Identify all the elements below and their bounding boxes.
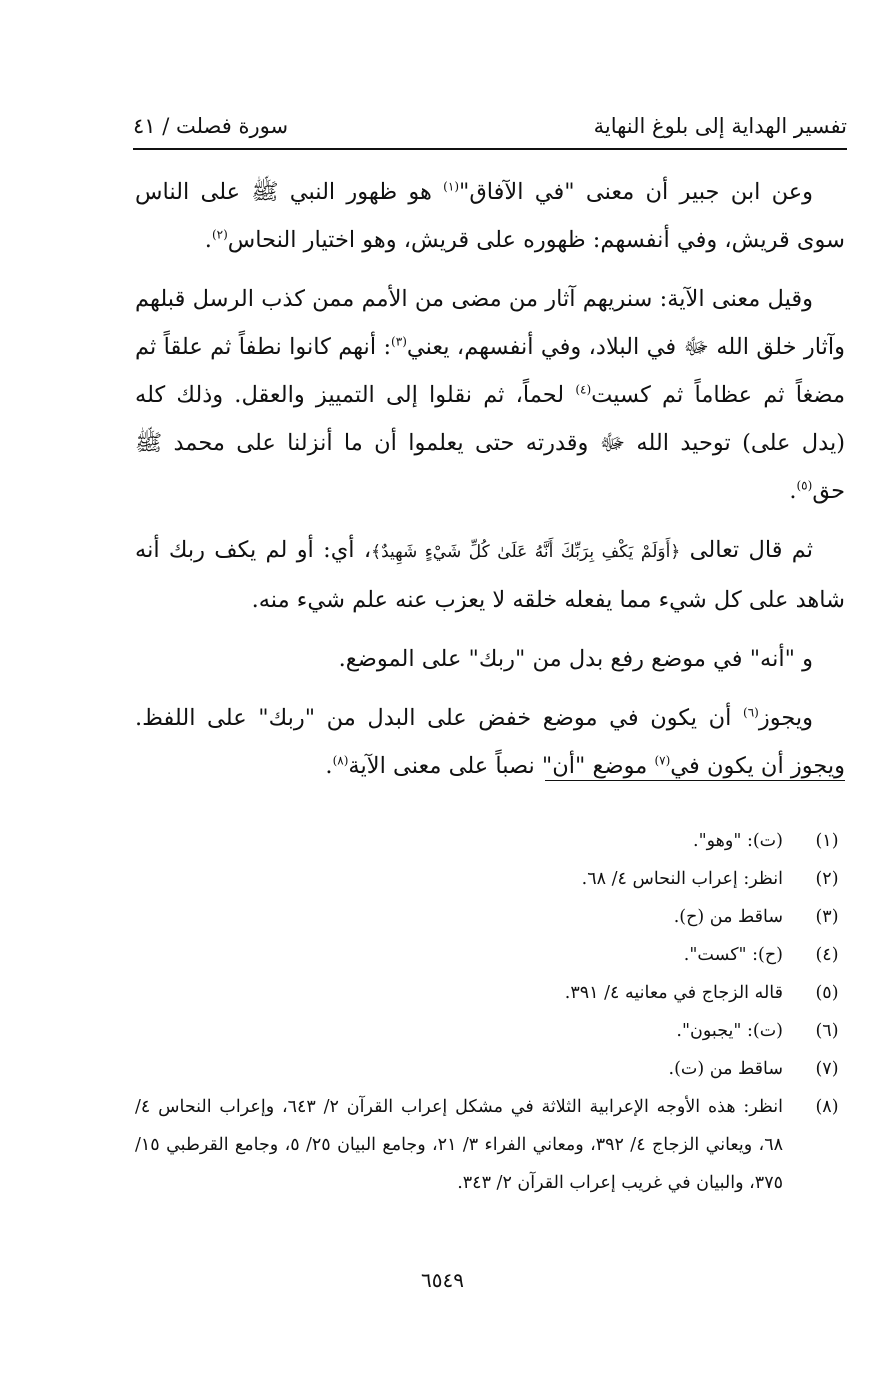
footnote-7 xyxy=(135,1050,847,1088)
footnote-number: (٧) xyxy=(815,1059,839,1079)
footnote-text: انظر: هذه الأوجه الإعرابية الثلاثة في مشكل إعراب القرآن ٢/ ٦٤٣، وإعراب النحاس ٤/ ٦٨، ويعاني الزجاج ٤/ ٣٩٢، ومعاني الفراء ٣/ ٢١، وجامع البيان ٢٥/ ٥، وجامع القرطبي ١٥/ ٣٧٥، والبيان في غريب إعراب القرآن ٢/ ٣٤٣. xyxy=(135,1097,783,1193)
paragraph-1 xyxy=(135,168,845,264)
footnote-ref-3: (٣) xyxy=(391,334,407,349)
text-run: . xyxy=(204,227,212,253)
footnote-number: (٥) xyxy=(815,983,839,1003)
quran-verse: ﴿أَوَلَمْ يَكْفِ بِرَبِّكَ أَنَّهُ عَلَىٰ كُلِّ شَيْءٍ شَهِيدٌ﴾ xyxy=(371,542,681,562)
footnote-text: انظر: إعراب النحاس ٤/ ٦٨. xyxy=(581,869,783,889)
footnote-6 xyxy=(135,1012,847,1050)
footnote-text: (ح): "كست". xyxy=(683,945,783,965)
footnote-text: ساقط من (ح). xyxy=(673,907,783,927)
paragraph-3 xyxy=(135,526,845,624)
text-run: موضع "أن" نصباً على معنى الآية xyxy=(348,753,655,779)
footnote-ref-6: (٦) xyxy=(743,705,759,720)
footnote-number: (٦) xyxy=(815,1021,839,1041)
text-run: ، أي: أو لم يكف ربك أنه شاهد على كل شيء مما يفعله خلقه لا يعزب عنه علم شيء منه. xyxy=(135,537,845,613)
footnote-text: قاله الزجاج في معانيه ٤/ ٣٩١. xyxy=(564,983,783,1003)
footnote-text: (ت): "وهو". xyxy=(693,831,783,851)
running-header xyxy=(133,110,847,150)
text-run: . xyxy=(325,753,333,779)
text-run: وقيل معنى الآية: سنريهم آثار من مضى من الأمم ممن كذب الرسل قبلهم وآثار خلق الله ﷻ في البلاد، وفي أنفسهم، يعني xyxy=(135,286,845,360)
footnote-ref-7: (٧) xyxy=(654,753,671,768)
text-run: لحماً، ثم نقلوا إلى التمييز والعقل. وذلك كله (يدل على) توحيد الله ﷻ وقدرته حتى يعلموا أن ما أنزلنا على محمد ﷺ حق xyxy=(135,382,845,504)
paragraph-5 xyxy=(135,694,845,790)
footnote-5 xyxy=(135,974,847,1012)
book-title: تفسير الهداية إلى بلوغ النهاية xyxy=(593,114,847,138)
text-run: و "أنه" في موضع رفع بدل من "ربك" على الموضع. xyxy=(338,646,813,672)
surah-label: سورة فصلت / ٤١ xyxy=(133,114,289,138)
text-run: : أنهم كانوا نطفاً ثم علقاً ثم مضغاً ثم عظاماً ثم كسيت xyxy=(135,334,846,408)
header-divider xyxy=(133,148,847,150)
footnote-number: (٤) xyxy=(815,945,839,965)
footnote-ref-5: (٥) xyxy=(796,478,813,493)
footnote-divider xyxy=(545,780,845,781)
paragraph-4 xyxy=(135,635,845,683)
text-run: ثم قال تعالى xyxy=(680,537,813,563)
footnote-3 xyxy=(135,898,847,936)
text-run: ويجوز xyxy=(758,705,813,731)
paragraph-2 xyxy=(135,275,845,515)
footnote-number: (١) xyxy=(815,831,839,851)
footnote-text: (ت): "يجبون". xyxy=(676,1021,783,1041)
footnote-4 xyxy=(135,936,847,974)
footnote-8 xyxy=(135,1088,847,1202)
footnote-1 xyxy=(135,822,847,860)
footnote-number: (٢) xyxy=(815,869,839,889)
text-run: وعن ابن جبير أن معنى "في الآفاق" xyxy=(459,179,813,205)
main-text xyxy=(135,168,845,801)
text-run: أن يكون في موضع خفض على البدل من "ربك" على اللفظ. ويجوز أن يكون في xyxy=(135,705,845,779)
footnote-ref-4: (٤) xyxy=(575,382,592,397)
footnote-number: (٣) xyxy=(815,907,839,927)
page-number: ٦٥٤٩ xyxy=(421,1268,464,1292)
footnote-ref-1: (١) xyxy=(443,179,459,194)
text-run: هو ظهور النبي ﷺ على الناس سوى قريش، وفي أنفسهم: ظهوره على قريش، وهو اختيار النحاس xyxy=(135,179,845,253)
footnote-number: (٨) xyxy=(815,1097,839,1117)
footnote-2 xyxy=(135,860,847,898)
text-run: . xyxy=(789,478,797,504)
footnote-ref-8: (٨) xyxy=(332,753,349,768)
footnote-text: ساقط من (ت). xyxy=(668,1059,783,1079)
footnotes xyxy=(135,822,847,1202)
footnote-ref-2: (٢) xyxy=(211,227,228,242)
